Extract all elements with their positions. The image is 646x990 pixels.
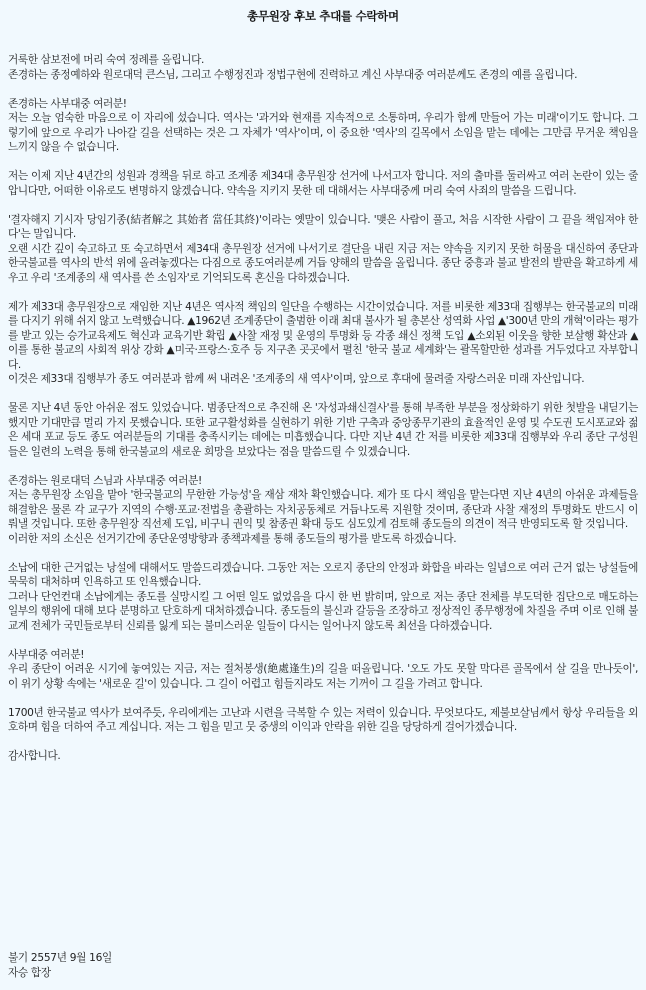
paragraph-closing: 감사합니다.	[8, 750, 61, 762]
document-title: 총무원장 후보 추대를 수락하며	[247, 9, 399, 23]
signature-date: 불기 2557년 9월 16일	[8, 952, 112, 964]
paragraph: '결자해지 기시자 당임기종(結者解之 其始者 當任其終)'이라는 옛말이 있습니다. '맺은 사람이 풀고, 처음 시작한 사람이 그 끝을 책임져야 한다'는 말입니다. 오랜 시간 깊이 숙고하고 또 숙고하면서 제34대 총무원장 선거에 나서기로 결단을 내린 지금 저는 약속을 지키지 못한 허물을 대신하여 종단과 한국불교를 역사의 반석 위에 올려놓겠다는 다짐으로 종도여러분께 거듭 양해의 말씀을 올립니다. 종단 중흥과 불교 발전의 발판을 확고하게 세우고 우리 '조계종의 새 역사를 쓴 소임자'로 기억되도록 혼신을 다하겠습니다.	[8, 213, 638, 284]
paragraph: 소납에 대한 근거없는 낭설에 대해서도 말씀드리겠습니다. 그동안 저는 오로지 종단의 안정과 화합을 바라는 일념으로 여러 근거 없는 낭설들에 묵묵히 대처하며 인욕하고 또 인욕했습니다. 그러나 단언컨대 소납에게는 종도를 실망시킬 그 어떤 일도 없었음을 다시 한 번 밝히며, 앞으로 저는 종단 전체를 부도덕한 집단으로 매도하는 일부의 행위에 대해 보다 분명하고 단호하게 대처하겠습니다. 종도들의 불신과 갈등을 조장하고 정상적인 종무행정에 차질을 주며 이로 인해 불교계 전체가 국민들로부터 신뢰를 잃게 되는 불미스러운 일들이 다시는 일어나지 않도록 최선을 다하겠습니다.	[8, 561, 638, 632]
paragraph: 제가 제33대 총무원장으로 재임한 지난 4년은 역사적 책임의 일단을 수행하는 시간이었습니다. 저를 비롯한 제33대 집행부는 한국불교의 미래를 다지기 위해 쉬지 않고 노력했습니다. ▲1962년 조계종단이 출범한 이래 최대 불사가 될 총본산 성역화 사업 ▲'300년 만의 개혁'이라는 평가를 받고 있는 승가교육제도 혁신과 교육기반 확립 ▲사찰 재정 및 운영의 투명화 등 각종 쇄신 정책 도입 ▲소외된 이웃을 향한 보살행 확산과 ▲이를 통한 불교의 사회적 위상 강화 ▲미국·프랑스·호주 등 지구촌 곳곳에서 펼친 '한국 불교 세계화'는 괄목할만한 성과를 거두었다고 자부합니다. 이것은 제33대 집행부가 종도 여러분과 함께 써 내려온 '조계종의 새 역사'이며, 앞으로 후대에 물려줄 자랑스러운 미래 자산입니다.	[8, 300, 638, 385]
paragraph: 물론 지난 4년 동안 아쉬운 점도 있었습니다. 범종단적으로 추진해 온 '자성과쇄신결사'를 통해 부족한 부분을 정상화하기 위한 첫발을 내딛기는 했지만 기대만큼 멀리 가지 못했습니다. 또한 교구활성화를 실현하기 위한 기반 구축과 중앙종무기관의 효율적인 운영 및 수도권 도시포교와 젊은 세대 포교 등도 종도 여러분들의 기대를 충족시키는 데에는 미흡했습니다. 다만 지난 4년 간 저를 비롯한 제33대 집행부와 우리 종단 구성원들은 일련의 노력을 통해 한국불교의 새로운 희망을 보았다는 점을 말씀드릴 수 있겠습니다.	[8, 402, 638, 458]
signature-block	[8, 951, 112, 980]
document-body	[8, 53, 638, 778]
paragraph: 1700년 한국불교 역사가 보여주듯, 우리에게는 고난과 시련을 극복할 수 있는 저력이 있습니다. 무엇보다도, 제불보살님께서 항상 우리들을 외호하며 힘을 더하여 주고 계십니다. 저는 그 힘을 믿고 뭇 중생의 이익과 안락을 위한 길을 당당하게 걸어가겠습니다.	[8, 706, 638, 733]
paragraph: 사부대중 여러분! 우리 종단이 어려운 시기에 놓여있는 지금, 저는 절처봉생(絶處逢生)의 길을 떠올립니다. '오도 가도 못할 막다른 골목에서 살 길을 만나듯이', 이 위기 상황 속에는 '새로운 길'이 있습니다. 그 길이 어렵고 힘들지라도 저는 기꺼이 그 길을 가려고 합니다.	[8, 648, 638, 690]
paragraph: 거룩한 삼보전에 머리 숙여 정례를 올립니다. 존경하는 종정예하와 원로대덕 큰스님, 그리고 수행정진과 정법구현에 진력하고 계신 사부대중 여러분께도 존경의 예를 올립니다.	[8, 54, 578, 81]
paragraph: 저는 이제 지난 4년간의 성원과 경책을 뒤로 하고 조계종 제34대 총무원장 선거에 나서고자 합니다. 저의 출마를 둘러싸고 여러 논란이 있는 줄 압니다만, 어떠한 이유로도 변명하지 않겠습니다. 약속을 지키지 못한 데 대해서는 사부대중께 머리 숙여 사죄의 말씀을 드립니다.	[8, 170, 638, 197]
paragraph: 존경하는 원로대덕 스님과 사부대중 여러분! 저는 총무원장 소임을 맡아 '한국불교의 무한한 가능성'을 재삼 재차 확인했습니다. 제가 또 다시 책임을 맡는다면 지난 4년의 아쉬운 과제들을 해결함은 물론 각 교구가 지역의 수행·포교·전법을 총괄하는 자치공동체로 거듭나도록 지원할 것이며, 종단과 사찰 재정의 투명화도 반드시 이뤄낼 것입니다. 또한 총무원장 직선제 도입, 비구니 권익 및 참종권 확대 등도 심도있게 검토해 종도들의 의견이 적극 반영되도록 할 것입니다. 이러한 저의 소신은 선거기간에 종단운영방향과 종책과제를 통해 종도들의 평가를 받도록 하겠습니다.	[8, 474, 638, 545]
signature-name: 자승 합장	[8, 966, 51, 979]
paragraph: 존경하는 사부대중 여러분! 저는 오늘 엄숙한 마음으로 이 자리에 섰습니다. 역사는 '과거와 현재를 지속적으로 소통하며, 우리가 함께 만들어 가는 미래'이기도 합니다. 그렇기에 앞으로 우리가 나아갈 길을 선택하는 것은 그 자체가 '역사'이며, 이 중요한 '역사'의 길목에서 소임을 맡는 데에는 그만큼 무거운 책임을 느끼지 않을 수 없습니다.	[8, 97, 638, 153]
